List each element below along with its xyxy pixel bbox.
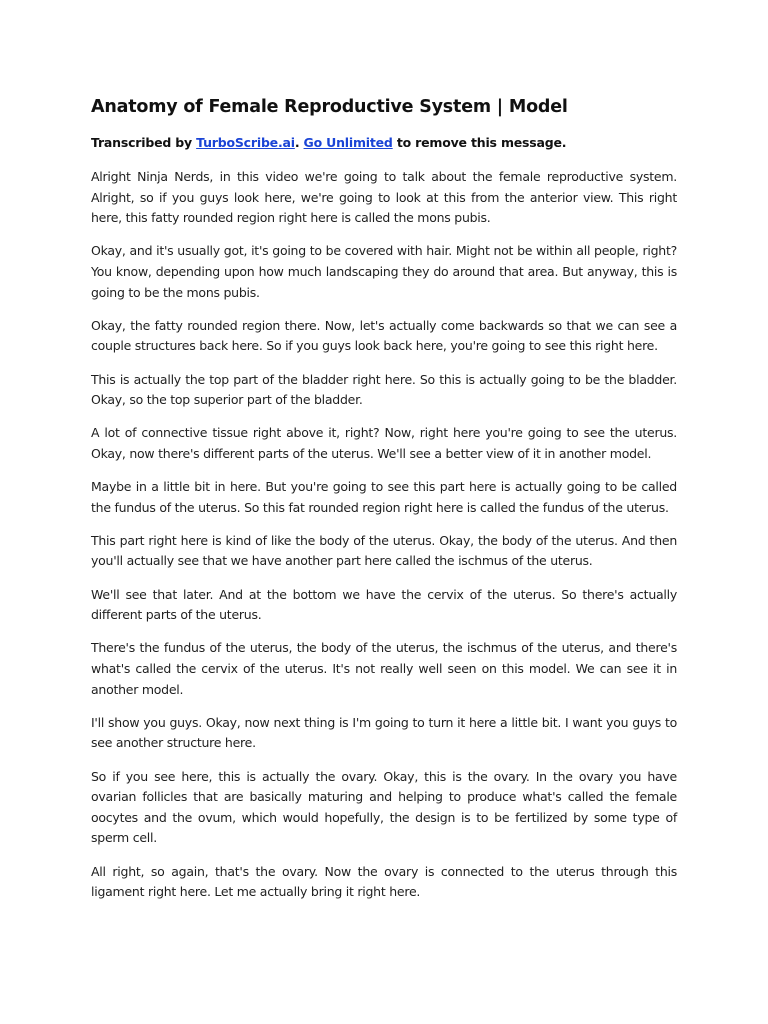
document-page: [91, 96, 677, 915]
paragraph: We'll see that later. And at the bottom we have the cervix of the uterus. So there's actually different parts of the uterus.: [91, 586, 677, 623]
banner-prefix: Transcribed by: [91, 135, 197, 150]
document-title: Anatomy of Female Reproductive System | Model: [91, 97, 568, 117]
go-unlimited-link[interactable]: Go Unlimited: [303, 135, 393, 150]
paragraph: A lot of connective tissue right above it, right? Now, right here you're going to see the uterus. Okay, now there's different parts of the uterus. We'll see a better view of it in another model.: [91, 425, 677, 461]
banner-suffix: to remove this message.: [392, 135, 567, 150]
paragraph: Maybe in a little bit in here. But you're going to see this part here is actually going to be called the fundus of the uterus. So this fat rounded region right here is called the fundus of the uterus.: [91, 479, 677, 515]
paragraph: I'll show you guys. Okay, now next thing is I'm going to turn it here a little bit. I want you guys to see another structure here.: [91, 714, 677, 751]
paragraph: All right, so again, that's the ovary. Now the ovary is connected to the uterus through this ligament right here. Let me actually bring it right here.: [91, 863, 677, 900]
paragraph: There's the fundus of the uterus, the body of the uterus, the ischmus of the uterus, and there's what's called the cervix of the uterus. It's not really well seen on this model. We can see it in another model.: [91, 640, 677, 697]
paragraph: Alright Ninja Nerds, in this video we're going to talk about the female reproductive system. Alright, so if you guys look here, we're going to look at this from the anterior view. This right here, this fatty rounded region right here is called the mons pubis.: [91, 169, 677, 226]
turboscribe-link[interactable]: TurboScribe.ai: [196, 135, 295, 150]
banner-separator: .: [294, 135, 304, 150]
paragraph: Okay, and it's usually got, it's going to be covered with hair. Might not be within all people, right? You know, depending upon how much landscaping they do around that area. But anyway, this is going to be the mons pubis.: [91, 243, 677, 300]
transcription-banner: [91, 134, 677, 152]
paragraph: So if you see here, this is actually the ovary. Okay, this is the ovary. In the ovary you have ovarian follicles that are basically maturing and helping to produce what's called the female oocytes and the ovum, which would hopefully, the design is to be fertilized by some type of sperm cell.: [91, 768, 677, 846]
paragraph: Okay, the fatty rounded region there. Now, let's actually come backwards so that we can see a couple structures back here. So if you guys look back here, you're going to see this right here.: [91, 317, 677, 354]
paragraph: This part right here is kind of like the body of the uterus. Okay, the body of the uterus. And then you'll actually see that we have another part here called the ischmus of the uterus.: [91, 532, 677, 569]
paragraph: This is actually the top part of the bladder right here. So this is actually going to be the bladder. Okay, so the top superior part of the bladder.: [91, 371, 677, 408]
